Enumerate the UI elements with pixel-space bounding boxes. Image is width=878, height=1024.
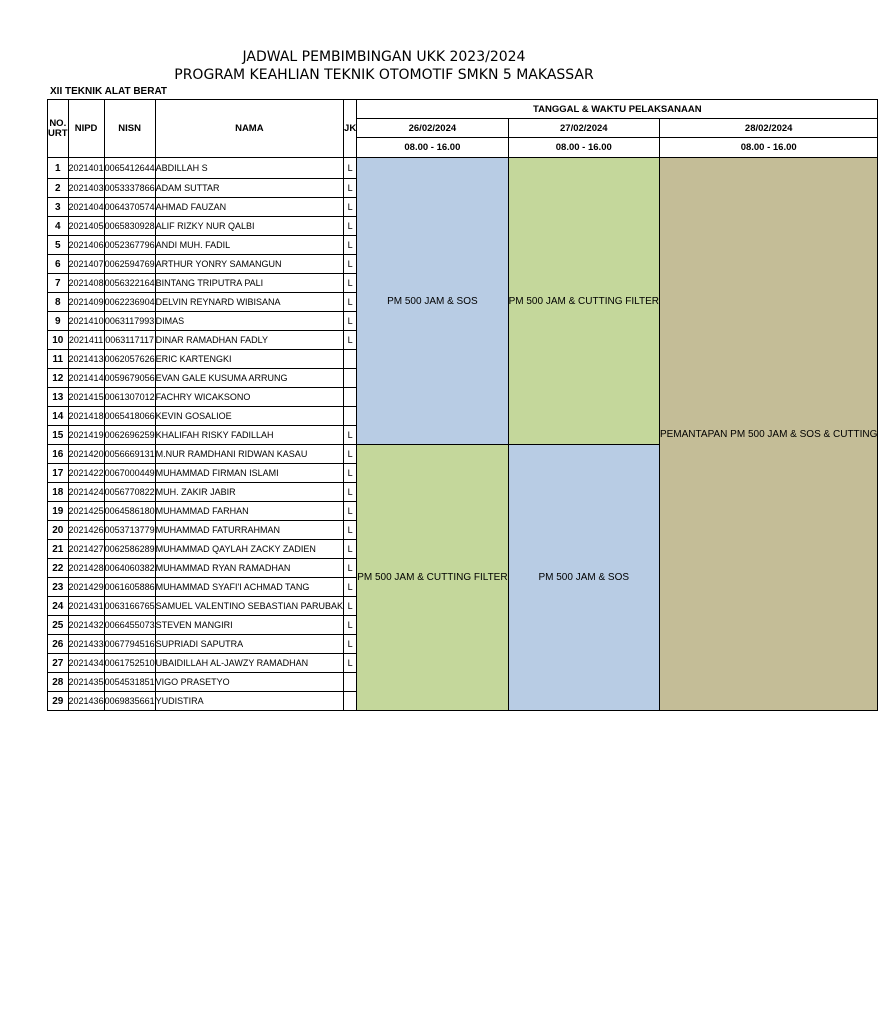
- nipd-cell: 2021429: [68, 578, 104, 597]
- nipd-cell: 2021406: [68, 236, 104, 255]
- col-header-schedule-group: TANGGAL & WAKTU PELAKSANAAN: [357, 100, 878, 119]
- name-cell: KHALIFAH RISKY FADILLAH: [155, 426, 343, 445]
- gender-cell: L: [344, 578, 357, 597]
- gender-cell: [344, 407, 357, 426]
- nisn-cell: 0062594769: [104, 255, 155, 274]
- col-header-nama: NAMA: [155, 100, 343, 158]
- time-header-day3: 08.00 - 16.00: [659, 138, 877, 158]
- row-number: 12: [48, 369, 69, 388]
- name-cell: BINTANG TRIPUTRA PALI: [155, 274, 343, 293]
- nisn-cell: 0063166765: [104, 597, 155, 616]
- gender-cell: L: [344, 445, 357, 464]
- nipd-cell: 2021419: [68, 426, 104, 445]
- nisn-cell: 0061605886: [104, 578, 155, 597]
- nisn-cell: 0063117993: [104, 312, 155, 331]
- row-number: 20: [48, 521, 69, 540]
- schedule-all-day3: PEMANTAPAN PM 500 JAM & SOS & CUTTING: [659, 158, 877, 711]
- nisn-cell: 0061752510: [104, 654, 155, 673]
- nipd-cell: 2021414: [68, 369, 104, 388]
- row-number: 28: [48, 673, 69, 692]
- row-number: 8: [48, 293, 69, 312]
- schedule-table: [47, 99, 878, 711]
- nisn-cell: 0062586289: [104, 540, 155, 559]
- name-cell: DINAR RAMADHAN FADLY: [155, 331, 343, 350]
- nipd-cell: 2021426: [68, 521, 104, 540]
- row-number: 6: [48, 255, 69, 274]
- gender-cell: L: [344, 464, 357, 483]
- nisn-cell: 0062236904: [104, 293, 155, 312]
- nipd-cell: 2021428: [68, 559, 104, 578]
- row-number: 5: [48, 236, 69, 255]
- gender-cell: [344, 692, 357, 711]
- name-cell: ADAM SUTTAR: [155, 179, 343, 198]
- nisn-cell: 0063117117: [104, 331, 155, 350]
- time-header-day2: 08.00 - 16.00: [508, 138, 659, 158]
- nisn-cell: 0056669131: [104, 445, 155, 464]
- gender-cell: [344, 369, 357, 388]
- name-cell: ANDI MUH. FADIL: [155, 236, 343, 255]
- gender-cell: L: [344, 559, 357, 578]
- gender-cell: L: [344, 540, 357, 559]
- row-number: 13: [48, 388, 69, 407]
- gender-cell: L: [344, 597, 357, 616]
- name-cell: YUDISTIRA: [155, 692, 343, 711]
- nisn-cell: 0067000449: [104, 464, 155, 483]
- col-header-jk: JK: [344, 100, 357, 158]
- nipd-cell: 2021425: [68, 502, 104, 521]
- nipd-cell: 2021420: [68, 445, 104, 464]
- row-number: 27: [48, 654, 69, 673]
- nipd-cell: 2021422: [68, 464, 104, 483]
- gender-cell: L: [344, 635, 357, 654]
- row-number: 16: [48, 445, 69, 464]
- row-number: 21: [48, 540, 69, 559]
- gender-cell: L: [344, 158, 357, 179]
- table-row: [48, 158, 878, 179]
- schedule-group2-day2: PM 500 JAM & SOS: [508, 445, 659, 711]
- row-number: 2: [48, 179, 69, 198]
- nisn-cell: 0065830928: [104, 217, 155, 236]
- nipd-cell: 2021409: [68, 293, 104, 312]
- nipd-cell: 2021435: [68, 673, 104, 692]
- gender-cell: L: [344, 312, 357, 331]
- row-number: 11: [48, 350, 69, 369]
- nipd-cell: 2021434: [68, 654, 104, 673]
- nisn-cell: 0062057626: [104, 350, 155, 369]
- row-number: 14: [48, 407, 69, 426]
- name-cell: EVAN GALE KUSUMA ARRUNG: [155, 369, 343, 388]
- gender-cell: L: [344, 236, 357, 255]
- name-cell: STEVEN MANGIRI: [155, 616, 343, 635]
- name-cell: MUHAMMAD FATURRAHMAN: [155, 521, 343, 540]
- row-number: 19: [48, 502, 69, 521]
- name-cell: MUH. ZAKIR JABIR: [155, 483, 343, 502]
- name-cell: AHMAD FAUZAN: [155, 198, 343, 217]
- nipd-cell: 2021403: [68, 179, 104, 198]
- name-cell: MUHAMMAD SYAFI'I ACHMAD TANG: [155, 578, 343, 597]
- gender-cell: L: [344, 217, 357, 236]
- gender-cell: L: [344, 654, 357, 673]
- table-header: [48, 100, 878, 158]
- date-header-day2: 27/02/2024: [508, 119, 659, 138]
- nipd-cell: 2021427: [68, 540, 104, 559]
- nisn-cell: 0052367796: [104, 236, 155, 255]
- row-number: 24: [48, 597, 69, 616]
- time-header-day1: 08.00 - 16.00: [357, 138, 508, 158]
- name-cell: UBAIDILLAH AL-JAWZY RAMADHAN: [155, 654, 343, 673]
- name-cell: ARTHUR YONRY SAMANGUN: [155, 255, 343, 274]
- gender-cell: L: [344, 331, 357, 350]
- nisn-cell: 0053713779: [104, 521, 155, 540]
- nipd-cell: 2021418: [68, 407, 104, 426]
- nipd-cell: 2021424: [68, 483, 104, 502]
- date-header-day1: 26/02/2024: [357, 119, 508, 138]
- name-cell: MUHAMMAD FIRMAN ISLAMI: [155, 464, 343, 483]
- schedule-group1-day2: PM 500 JAM & CUTTING FILTER: [508, 158, 659, 445]
- nisn-cell: 0054531851: [104, 673, 155, 692]
- row-number: 18: [48, 483, 69, 502]
- nisn-cell: 0062696259: [104, 426, 155, 445]
- schedule-group1-day1: PM 500 JAM & SOS: [357, 158, 508, 445]
- row-number: 7: [48, 274, 69, 293]
- nisn-cell: 0061307012: [104, 388, 155, 407]
- nipd-cell: 2021436: [68, 692, 104, 711]
- row-number: 26: [48, 635, 69, 654]
- name-cell: MUHAMMAD RYAN RAMADHAN: [155, 559, 343, 578]
- col-header-nipd: NIPD: [68, 100, 104, 158]
- nisn-cell: 0065412644: [104, 158, 155, 179]
- row-number: 4: [48, 217, 69, 236]
- nipd-cell: 2021431: [68, 597, 104, 616]
- nipd-cell: 2021432: [68, 616, 104, 635]
- gender-cell: [344, 388, 357, 407]
- name-cell: FACHRY WICAKSONO: [155, 388, 343, 407]
- schedule-group2-day1: PM 500 JAM & CUTTING FILTER: [357, 445, 508, 711]
- row-number: 3: [48, 198, 69, 217]
- name-cell: MUHAMMAD QAYLAH ZACKY ZADIEN: [155, 540, 343, 559]
- class-label: XII TEKNIK ALAT BERAT: [50, 86, 168, 97]
- nipd-cell: 2021405: [68, 217, 104, 236]
- nisn-cell: 0056770822: [104, 483, 155, 502]
- nisn-cell: 0053337866: [104, 179, 155, 198]
- nipd-cell: 2021410: [68, 312, 104, 331]
- nisn-cell: 0059679056: [104, 369, 155, 388]
- name-cell: DIMAS: [155, 312, 343, 331]
- row-number: 22: [48, 559, 69, 578]
- row-number: 17: [48, 464, 69, 483]
- name-cell: MUHAMMAD FARHAN: [155, 502, 343, 521]
- nipd-cell: 2021408: [68, 274, 104, 293]
- nipd-cell: 2021407: [68, 255, 104, 274]
- nisn-cell: 0056322164: [104, 274, 155, 293]
- nisn-cell: 0066455073: [104, 616, 155, 635]
- nisn-cell: 0064370574: [104, 198, 155, 217]
- table-body: [48, 158, 878, 711]
- gender-cell: L: [344, 483, 357, 502]
- nisn-cell: 0064060382: [104, 559, 155, 578]
- name-cell: DELVIN REYNARD WIBISANA: [155, 293, 343, 312]
- gender-cell: [344, 673, 357, 692]
- name-cell: ABDILLAH S: [155, 158, 343, 179]
- nipd-cell: 2021404: [68, 198, 104, 217]
- name-cell: ALIF RIZKY NUR QALBI: [155, 217, 343, 236]
- nisn-cell: 0065418066: [104, 407, 155, 426]
- gender-cell: L: [344, 293, 357, 312]
- gender-cell: L: [344, 274, 357, 293]
- nisn-cell: 0064586180: [104, 502, 155, 521]
- name-cell: VIGO PRASETYO: [155, 673, 343, 692]
- row-number: 10: [48, 331, 69, 350]
- gender-cell: L: [344, 616, 357, 635]
- date-header-day3: 28/02/2024: [659, 119, 877, 138]
- nipd-cell: 2021415: [68, 388, 104, 407]
- nisn-cell: 0069835661: [104, 692, 155, 711]
- name-cell: SUPRIADI SAPUTRA: [155, 635, 343, 654]
- name-cell: KEVIN GOSALIOE: [155, 407, 343, 426]
- gender-cell: L: [344, 255, 357, 274]
- row-number: 23: [48, 578, 69, 597]
- name-cell: ERIC KARTENGKI: [155, 350, 343, 369]
- col-header-nisn: NISN: [104, 100, 155, 158]
- gender-cell: L: [344, 198, 357, 217]
- row-number: 25: [48, 616, 69, 635]
- row-number: 15: [48, 426, 69, 445]
- col-header-no: NO. URT: [48, 100, 69, 158]
- gender-cell: L: [344, 426, 357, 445]
- nipd-cell: 2021401: [68, 158, 104, 179]
- gender-cell: L: [344, 179, 357, 198]
- gender-cell: L: [344, 502, 357, 521]
- nipd-cell: 2021413: [68, 350, 104, 369]
- nisn-cell: 0067794516: [104, 635, 155, 654]
- nipd-cell: 2021433: [68, 635, 104, 654]
- row-number: 9: [48, 312, 69, 331]
- name-cell: SAMUEL VALENTINO SEBASTIAN PARUBAK: [155, 597, 343, 616]
- document-subtitle: PROGRAM KEAHLIAN TEKNIK OTOMOTIF SMKN 5 MAKASSAR: [174, 67, 594, 83]
- gender-cell: [344, 350, 357, 369]
- row-number: 1: [48, 158, 69, 179]
- row-number: 29: [48, 692, 69, 711]
- document-title: JADWAL PEMBIMBINGAN UKK 2023/2024: [242, 49, 526, 65]
- name-cell: M.NUR RAMDHANI RIDWAN KASAU: [155, 445, 343, 464]
- gender-cell: L: [344, 521, 357, 540]
- nipd-cell: 2021411: [68, 331, 104, 350]
